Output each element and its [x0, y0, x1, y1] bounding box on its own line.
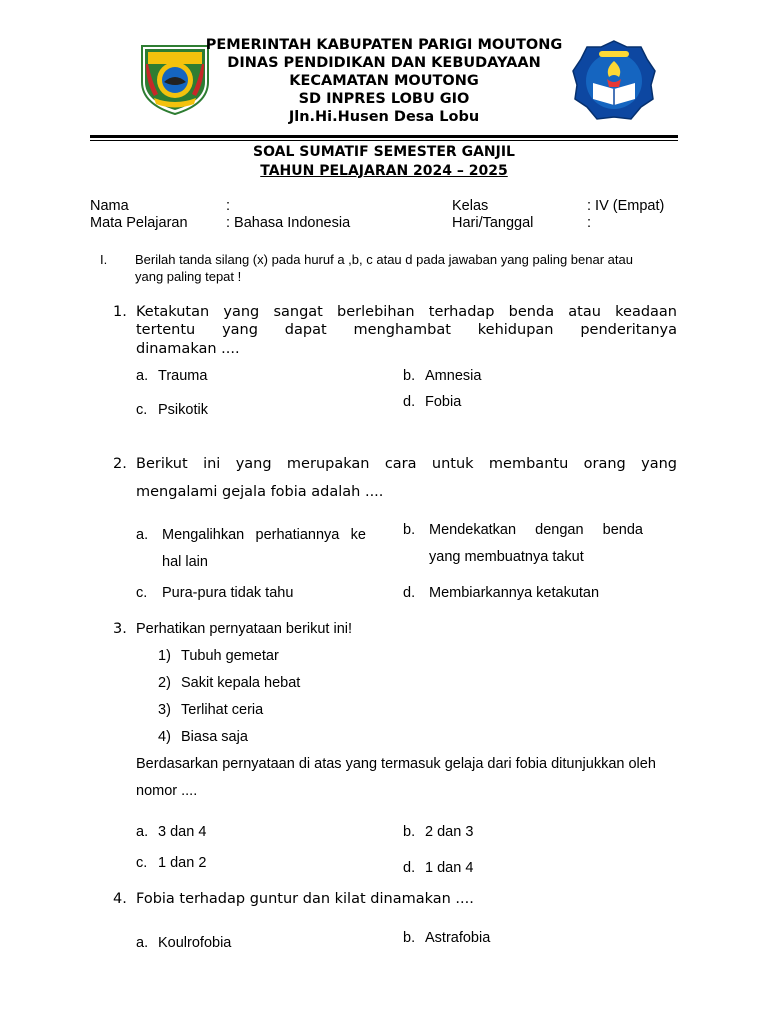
q3-item-text: Biasa saja: [181, 729, 248, 745]
q4-option-b-letter: b.: [403, 930, 416, 946]
header-line-5: Jln.Hi.Husen Desa Lobu: [288, 109, 480, 125]
q2-option-a-line-1[interactable]: Mengalihkan perhatiannya ke: [162, 527, 366, 543]
q3-option-d-letter: d.: [403, 860, 416, 876]
q3-option-c[interactable]: 1 dan 2: [158, 855, 207, 871]
header-line-2: DINAS PENDIDIKAN DAN KEBUDAYAAN: [227, 55, 541, 71]
q3-item-number: 3): [158, 702, 171, 718]
q3-item-number: 1): [158, 648, 171, 664]
q2-option-a-letter: a.: [136, 527, 149, 543]
section-number: I.: [100, 252, 108, 267]
q3-option-b-letter: b.: [403, 824, 416, 840]
nama-field[interactable]: :: [226, 198, 231, 214]
q2-option-c-letter: c.: [136, 585, 148, 601]
hari-field[interactable]: :: [587, 215, 592, 231]
q3-item-number: 2): [158, 675, 171, 691]
q1-option-c[interactable]: Psikotik: [158, 402, 208, 418]
q3-item-text: Terlihat ceria: [181, 702, 264, 718]
q2-option-b-line-1[interactable]: Mendekatkan dengan benda: [429, 522, 643, 538]
hari-label: Hari/Tanggal: [452, 215, 534, 231]
q2-option-b-line-2[interactable]: yang membuatnya takut: [429, 549, 584, 565]
q1-option-d[interactable]: Fobia: [425, 394, 462, 410]
q2-option-d-letter: d.: [403, 585, 416, 601]
header-line-4: SD INPRES LOBU GIO: [298, 91, 470, 107]
q2-option-d[interactable]: Membiarkannya ketakutan: [429, 585, 600, 601]
q2-text-line-1: Berikut ini yang merupakan cara untuk membantu orang yang: [136, 456, 677, 472]
mapel-value: : Bahasa Indonesia: [226, 215, 351, 231]
header-divider: [90, 135, 678, 138]
q2-option-b-letter: b.: [403, 522, 416, 538]
q1-option-a-letter: a.: [136, 368, 149, 384]
q3-number: 3.: [113, 621, 127, 637]
kelas-value: : IV (Empat): [587, 198, 665, 214]
q3-item-number: 4): [158, 729, 171, 745]
q2-option-c[interactable]: Pura-pura tidak tahu: [162, 585, 294, 601]
q4-option-b[interactable]: Astrafobia: [425, 930, 491, 946]
q4-option-a-letter: a.: [136, 935, 149, 951]
q3-option-a-letter: a.: [136, 824, 149, 840]
q1-option-b[interactable]: Amnesia: [425, 368, 482, 384]
q2-text-line-2: mengalami gejala fobia adalah ....: [136, 484, 384, 500]
q3-stem-line-2: nomor ....: [136, 783, 198, 799]
q4-number: 4.: [113, 891, 127, 907]
q3-option-d[interactable]: 1 dan 4: [425, 860, 474, 876]
q3-option-b[interactable]: 2 dan 3: [425, 824, 474, 840]
header-divider-thin: [90, 140, 678, 141]
instruction-line-1: Berilah tanda silang (x) pada huruf a ,b, c atau d pada jawaban yang paling benar atau: [135, 252, 633, 267]
q1-option-d-letter: d.: [403, 394, 416, 410]
q1-text-line-2: tertentu yang dapat menghambat kehidupan penderitanya: [136, 322, 677, 338]
q3-stem-line-1: Berdasarkan pernyataan di atas yang termasuk gelaja dari fobia ditunjukkan oleh: [136, 756, 656, 772]
q1-number: 1.: [113, 304, 127, 320]
q3-option-c-letter: c.: [136, 855, 148, 871]
q2-option-a-line-2[interactable]: hal lain: [162, 554, 208, 570]
header-line-1: PEMERINTAH KABUPATEN PARIGI MOUTONG: [205, 37, 563, 53]
academic-year: TAHUN PELAJARAN 2024 – 2025: [260, 163, 508, 179]
q4-text: Fobia terhadap guntur dan kilat dinamakan ....: [136, 891, 474, 907]
header-line-3: KECAMATAN MOUTONG: [289, 73, 479, 89]
q1-option-c-letter: c.: [136, 402, 148, 418]
q1-option-a[interactable]: Trauma: [158, 368, 208, 384]
nama-label: Nama: [90, 198, 129, 214]
q1-text-line-3: dinamakan ....: [136, 341, 240, 357]
q3-intro: Perhatikan pernyataan berikut ini!: [136, 621, 353, 637]
instruction-line-2: yang paling tepat !: [135, 269, 242, 284]
q2-number: 2.: [113, 456, 127, 472]
exam-title: SOAL SUMATIF SEMESTER GANJIL: [253, 144, 515, 160]
kelas-label: Kelas: [452, 198, 489, 214]
q4-option-a[interactable]: Koulrofobia: [158, 935, 232, 951]
q3-item-text: Tubuh gemetar: [181, 648, 279, 664]
q1-text-line-1: Ketakutan yang sangat berlebihan terhadap benda atau keadaan: [136, 304, 677, 320]
q1-option-b-letter: b.: [403, 368, 416, 384]
q3-option-a[interactable]: 3 dan 4: [158, 824, 207, 840]
q3-item-text: Sakit kepala hebat: [181, 675, 301, 691]
mapel-label: Mata Pelajaran: [90, 215, 188, 231]
